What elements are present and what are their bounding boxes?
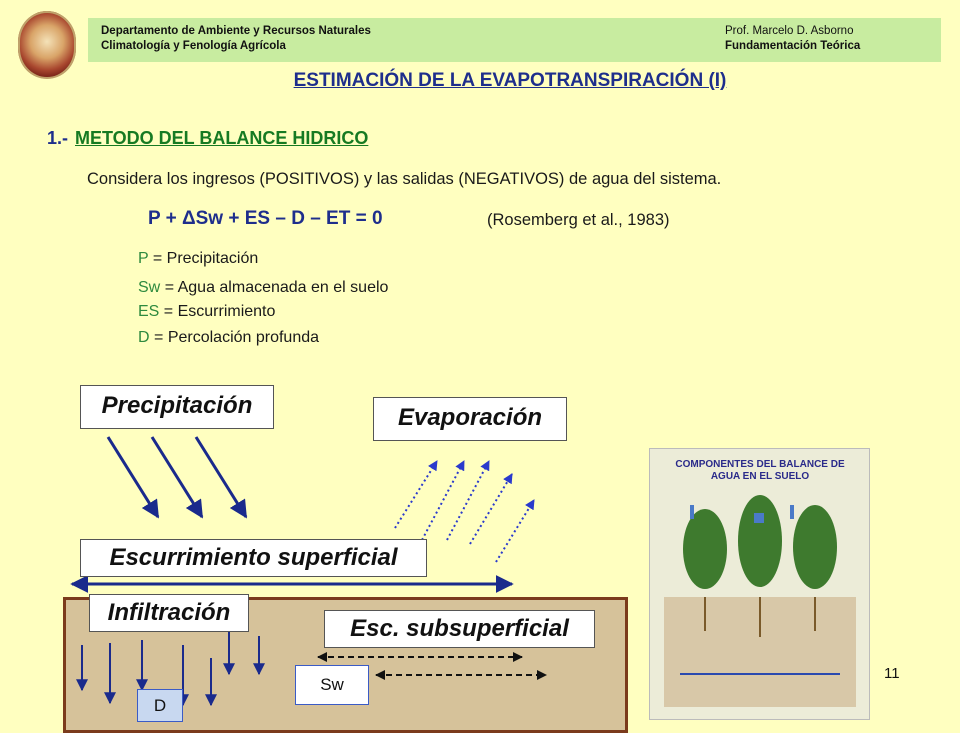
definition-text: Escurrimiento <box>177 303 276 320</box>
definition-text: Percolación profunda <box>167 329 320 346</box>
definition-text: Precipitación <box>166 250 259 267</box>
page-number: 11 <box>884 665 900 682</box>
soil-water-box: Sw <box>295 665 369 705</box>
header-prof: Prof. Marcelo D. Asborno <box>725 25 854 37</box>
soil-plants-illustration <box>650 449 869 719</box>
infiltration-label: Infiltración <box>89 594 249 632</box>
precipitation-arrows <box>108 437 246 517</box>
definition-equals: = <box>152 250 163 267</box>
evaporation-label: Evaporación <box>373 397 567 441</box>
section-number: 1.- <box>47 128 69 148</box>
definition-equals: = <box>164 279 175 296</box>
equation-citation: (Rosemberg et al., 1983) <box>487 211 670 229</box>
runoff-label: Escurrimiento superficial <box>80 539 427 577</box>
definition-symbol: P <box>138 250 149 267</box>
definition-text: Agua almacenada en el suelo <box>177 279 389 296</box>
header-dept: Departamento de Ambiente y Recursos Naturales <box>101 25 371 37</box>
figure-title: COMPONENTES DEL BALANCE DE AGUA EN EL SUELO <box>675 459 845 482</box>
precipitation-label: Precipitación <box>80 385 274 429</box>
subsurface-runoff-label: Esc. subsuperficial <box>324 610 595 648</box>
header-section: Fundamentación Teórica <box>725 40 861 52</box>
definition-symbol: ES <box>138 303 160 320</box>
definition-symbol: D <box>138 329 150 346</box>
balance-equation: P + ΔSw + ES – D – ET = 0 <box>148 208 383 229</box>
water-balance-figure <box>649 448 870 720</box>
method-description: Considera los ingresos (POSITIVOS) y las salidas (NEGATIVOS) de agua del sistema. <box>87 170 722 188</box>
section-title: METODO DEL BALANCE HIDRICO <box>75 128 369 148</box>
definition-symbol: Sw <box>138 279 161 296</box>
definition-equals: = <box>154 329 164 346</box>
definition-equals: = <box>163 303 174 320</box>
page-title: ESTIMACIÓN DE LA EVAPOTRANSPIRACIÓN (I) <box>293 70 727 91</box>
deep-percolation-box: D <box>137 689 183 722</box>
header-course: Climatología y Fenología Agrícola <box>101 40 286 52</box>
